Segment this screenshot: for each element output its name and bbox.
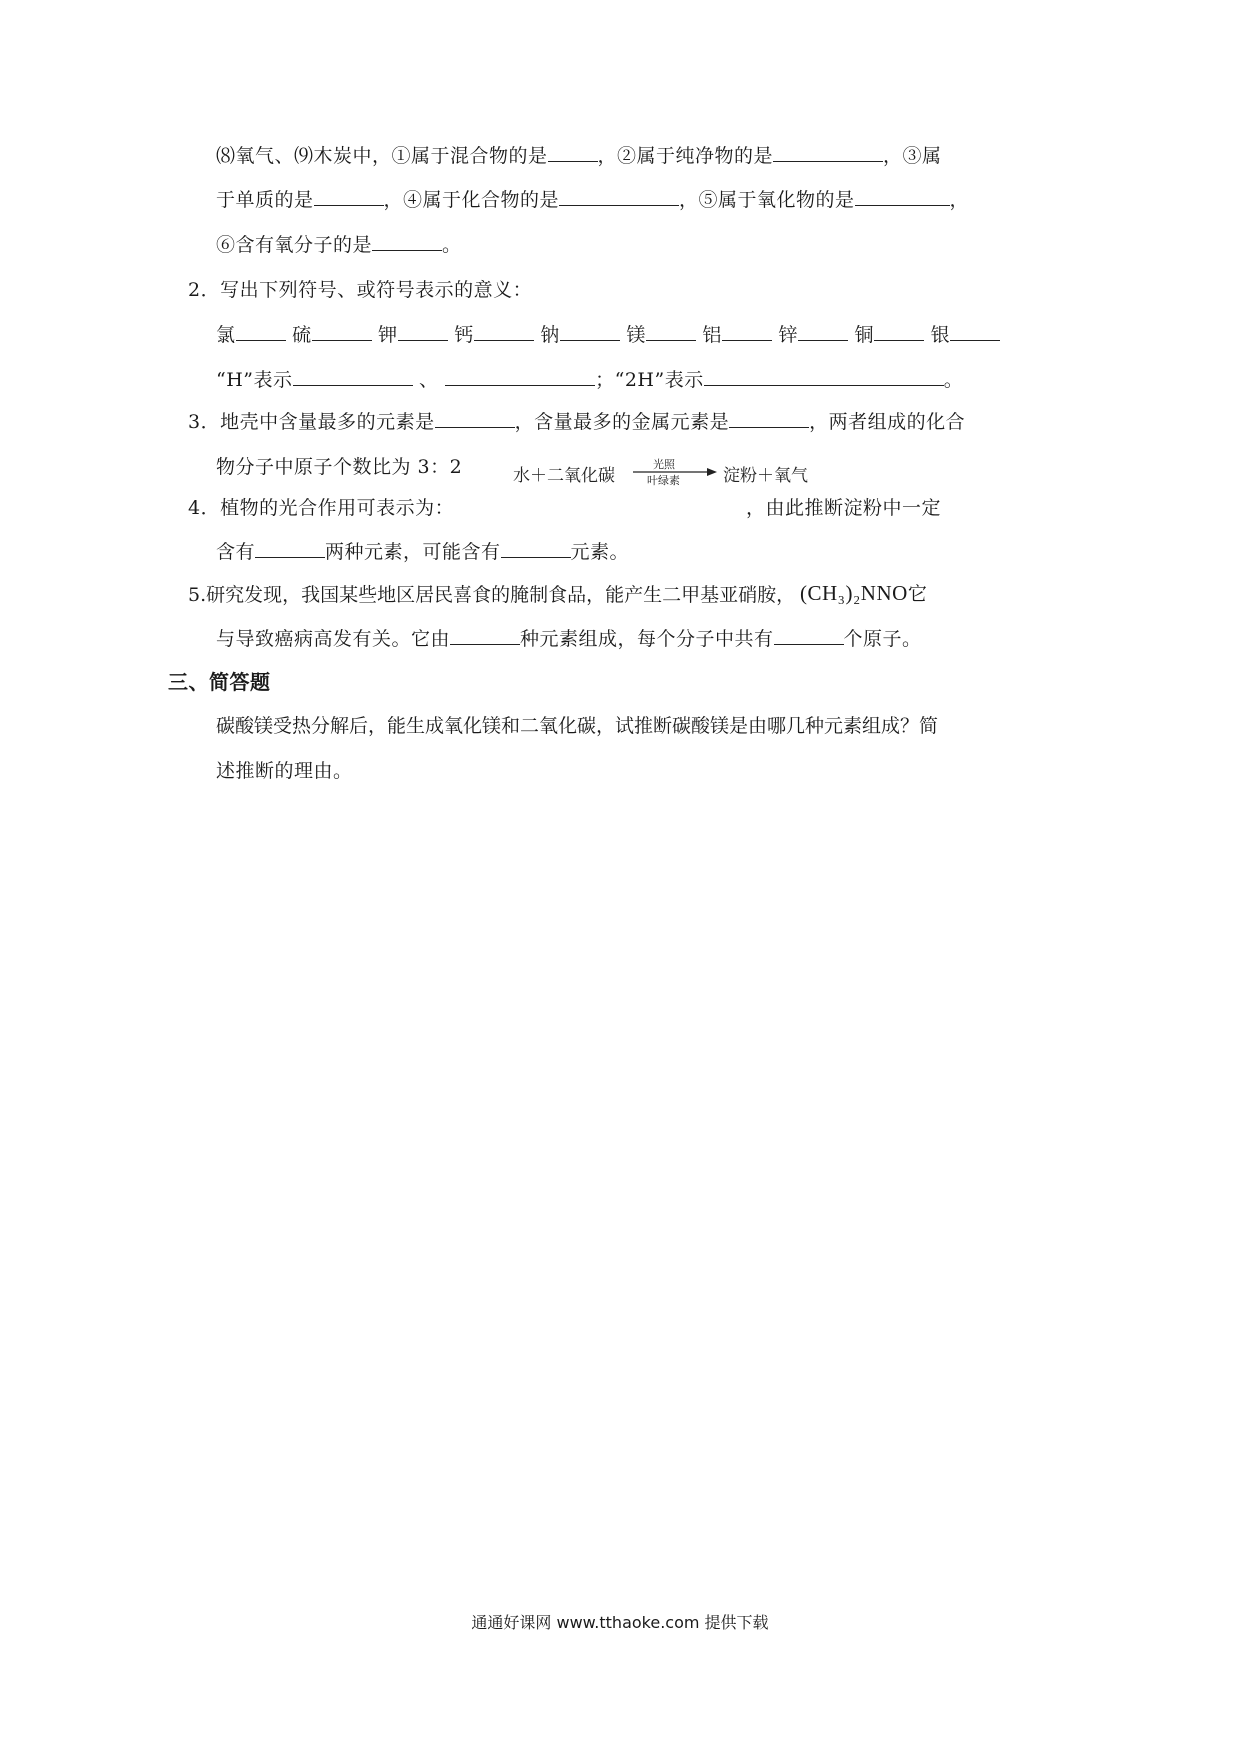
answer-blank[interactable]	[501, 537, 571, 558]
footer-text: 通通好课网 www.tthaoke.com 提供下载	[471, 1613, 769, 1632]
answer-blank[interactable]	[255, 537, 325, 558]
q5-text: 5.研究发现，我国某些地区居民喜食的腌制食品，能产生二甲基亚硝胺，	[188, 584, 796, 606]
answer-blank[interactable]	[314, 185, 384, 206]
answer-blank[interactable]	[435, 407, 515, 428]
equation-products: 淀粉＋氧气	[723, 466, 808, 486]
q1-text: 于单质的是	[216, 189, 314, 211]
q2-text: ；“2H”表示	[595, 369, 704, 391]
section-heading	[168, 667, 271, 697]
q1-text: ，②属于纯净物的是	[597, 145, 774, 167]
section-heading-text: 三、简答题	[168, 670, 271, 694]
element-name: 铝	[702, 324, 722, 346]
answer-blank[interactable]	[704, 365, 944, 386]
q1-text: ，④属于化合物的是	[383, 189, 560, 211]
q1-text: ，⑤属于氧化物的是	[679, 189, 855, 211]
answer-blank[interactable]	[398, 320, 448, 341]
q5-text: 与导致癌病高发有关。它由	[216, 628, 451, 650]
answer-blank[interactable]	[312, 320, 372, 341]
q4-text: 元素。	[570, 541, 630, 563]
answer-blank[interactable]	[445, 365, 595, 386]
answer-blank[interactable]	[774, 624, 844, 645]
element-name: 银	[930, 324, 951, 346]
chemical-formula: (CH₃)₂NNO	[800, 581, 908, 605]
equation-reactants: 水＋二氧化碳	[513, 466, 615, 486]
q2-h-line	[216, 365, 963, 395]
q3-line-1	[188, 407, 965, 437]
q1-line-3	[216, 230, 462, 260]
q3-text: 物分子中原子个数比为 3：2	[216, 456, 463, 478]
q2-elements-line	[216, 320, 1000, 350]
q1-text: ⑥含有氧分子的是	[216, 234, 373, 256]
q5-text: 种元素组成，每个分子中共有	[520, 628, 774, 650]
q1-text: ⑻氧气、⑼木炭中，①属于混合物的是	[216, 145, 548, 167]
answer-blank[interactable]	[548, 141, 598, 162]
q5-line-1	[188, 580, 795, 610]
answer-blank[interactable]	[874, 320, 924, 341]
q4-line-1b	[746, 493, 941, 523]
equation-condition-below: 叶绿素	[647, 474, 680, 487]
answer-blank[interactable]	[236, 320, 286, 341]
q3-text: 3．地壳中含量最多的元素是	[188, 411, 435, 433]
element-name: 钙	[454, 324, 474, 346]
answer-blank[interactable]	[729, 407, 809, 428]
section3-line-1	[216, 711, 938, 741]
element-name: 硫	[292, 324, 312, 346]
answer-blank[interactable]	[372, 230, 442, 251]
answer-blank[interactable]	[293, 365, 413, 386]
answer-blank[interactable]	[450, 624, 520, 645]
q2-text: 、	[419, 369, 439, 391]
q3-line-2	[216, 452, 462, 482]
page-footer	[0, 1612, 1240, 1634]
element-name: 锌	[778, 324, 798, 346]
q2-title	[188, 275, 532, 305]
q4-line-1	[188, 493, 454, 523]
answer-blank[interactable]	[950, 320, 1000, 341]
q2-text: 。	[943, 369, 964, 391]
q2-text: “H”表示	[216, 369, 293, 391]
q4-line-2	[216, 537, 629, 567]
answer-blank[interactable]	[559, 185, 679, 206]
answer-blank[interactable]	[474, 320, 534, 341]
answer-blank[interactable]	[560, 320, 620, 341]
q4-text: ，由此推断淀粉中一定	[746, 497, 942, 519]
element-name: 钾	[378, 324, 398, 346]
q3-text: ，两者组成的化合	[809, 411, 966, 433]
arrow-icon	[707, 468, 717, 476]
answer-blank[interactable]	[773, 141, 883, 162]
answer-blank[interactable]	[722, 320, 772, 341]
q5-line-2	[216, 624, 922, 654]
q5-text: 个原子。	[843, 628, 922, 650]
question-text: 述推断的理由。	[216, 760, 353, 782]
q1-text: ，③属	[883, 145, 942, 167]
q4-text: 4．植物的光合作用可表示为：	[188, 497, 455, 519]
element-name: 钠	[540, 324, 560, 346]
q5-formula-line	[800, 578, 927, 609]
q1-line-1	[216, 141, 942, 171]
q1-text: 。	[442, 234, 462, 256]
photosynthesis-equation	[511, 455, 841, 489]
equation-condition-above: 光照	[653, 458, 675, 471]
answer-blank[interactable]	[646, 320, 696, 341]
element-name: 氯	[216, 324, 236, 346]
q5-text: 它	[907, 583, 928, 605]
q2-title-text: 2．写出下列符号、或符号表示的意义：	[188, 279, 533, 301]
element-name: 铜	[854, 324, 875, 346]
section3-line-2	[216, 756, 353, 786]
q4-text: 含有	[216, 541, 256, 563]
answer-blank[interactable]	[798, 320, 848, 341]
q1-text: ，	[949, 189, 970, 211]
q1-line-2	[216, 185, 969, 215]
q4-text: 两种元素，可能含有	[325, 541, 501, 563]
q3-text: ，含量最多的金属元素是	[514, 411, 730, 433]
question-text: 碳酸镁受热分解后，能生成氧化镁和二氧化碳，试推断碳酸镁是由哪几种元素组成？简	[216, 715, 939, 737]
answer-blank[interactable]	[855, 185, 950, 206]
element-name: 镁	[626, 324, 646, 346]
